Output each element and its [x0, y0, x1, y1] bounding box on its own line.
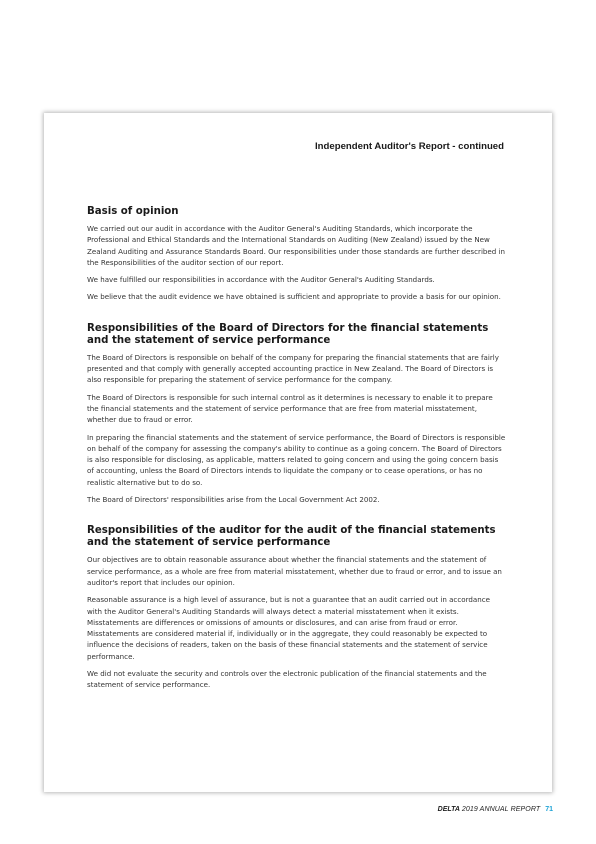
running-header: Independent Auditor's Report - continued: [315, 141, 504, 152]
paragraph: We believe that the audit evidence we have obtained is sufficient and appropriate to provide a basis for our opinion.: [87, 292, 501, 302]
paragraph: The Board of Directors' responsibilities arise from the Local Government Act 2002.: [87, 495, 380, 505]
paragraph: We have fulfilled our responsibilities in accordance with the Auditor General's Auditing Standards.: [87, 275, 435, 285]
paragraph: The Board of Directors is responsible on behalf of the company for preparing the financial statements that are fairly presented and that comply with generally accepted accounting practice in New Zealand. The Board of Directors is also responsible for preparing the statement of service performance for the company.: [87, 352, 499, 385]
section-heading: Responsibilities of the auditor for the audit of the financial statements and the statement of service performance: [87, 525, 496, 549]
section-basis-of-opinion: [87, 206, 506, 303]
page-number: 71: [545, 806, 553, 813]
paragraph: Reasonable assurance is a high level of assurance, but is not a guarantee that an audit carried out in accordance with the Auditor General's Auditing Standards will always detect a material misstatement when it exists. Misstatements are differences or omissions of amounts or disclosures, and can arise from fraud or error. Misstatements are considered material if, individually or in the aggregate, they could reasonably be expected to influence the decisions of readers, taken on the basis of these financial statements and the statement of service performance.: [87, 595, 490, 661]
footer-brand: DELTA: [437, 806, 460, 813]
page-footer: [438, 806, 553, 813]
paragraph: The Board of Directors is responsible for such internal control as it determines is necessary to enable it to prepare the financial statements and the statement of service performance that are free from material misstatement, whether due to fraud or error.: [87, 392, 493, 425]
document-page: [44, 113, 552, 792]
paragraph: We did not evaluate the security and controls over the electronic publication of the financial statements and the statement of service performance.: [87, 669, 487, 690]
report-body: [87, 206, 506, 711]
section-heading: Basis of opinion: [87, 206, 179, 217]
paragraph: We carried out our audit in accordance with the Auditor General's Auditing Standards, which incorporate the Professional and Ethical Standards and the International Standards on Auditing (New Zealand) issued by the New Zealand Auditing and Assurance Standards Board. Our responsibilities under those standards are further described in the Responsibilities of the auditor section of our report.: [87, 224, 506, 267]
section-heading: Responsibilities of the Board of Directors for the financial statements and the statement of service performance: [87, 322, 489, 346]
paragraph: Our objectives are to obtain reasonable assurance about whether the financial statements and the statement of service performance, as a whole are free from material misstatement, whether due to fraud or error, and to issue an auditor's report that includes our opinion.: [87, 555, 502, 587]
paragraph: In preparing the financial statements and the statement of service performance, the Board of Directors is responsible on behalf of the company for assessing the company's ability to continue as a going concern. The Board of Directors is also responsible for disclosing, as applicable, matters related to going concern and using the going concern basis of accounting, unless the Board of Directors intends to liquidate the company or to cease operations, or has no realistic alternative but to do so.: [87, 432, 506, 487]
section-board-responsibilities: [87, 323, 506, 506]
section-auditor-responsibilities: [87, 525, 506, 690]
footer-report-label: 2019 ANNUAL REPORT: [461, 806, 541, 813]
